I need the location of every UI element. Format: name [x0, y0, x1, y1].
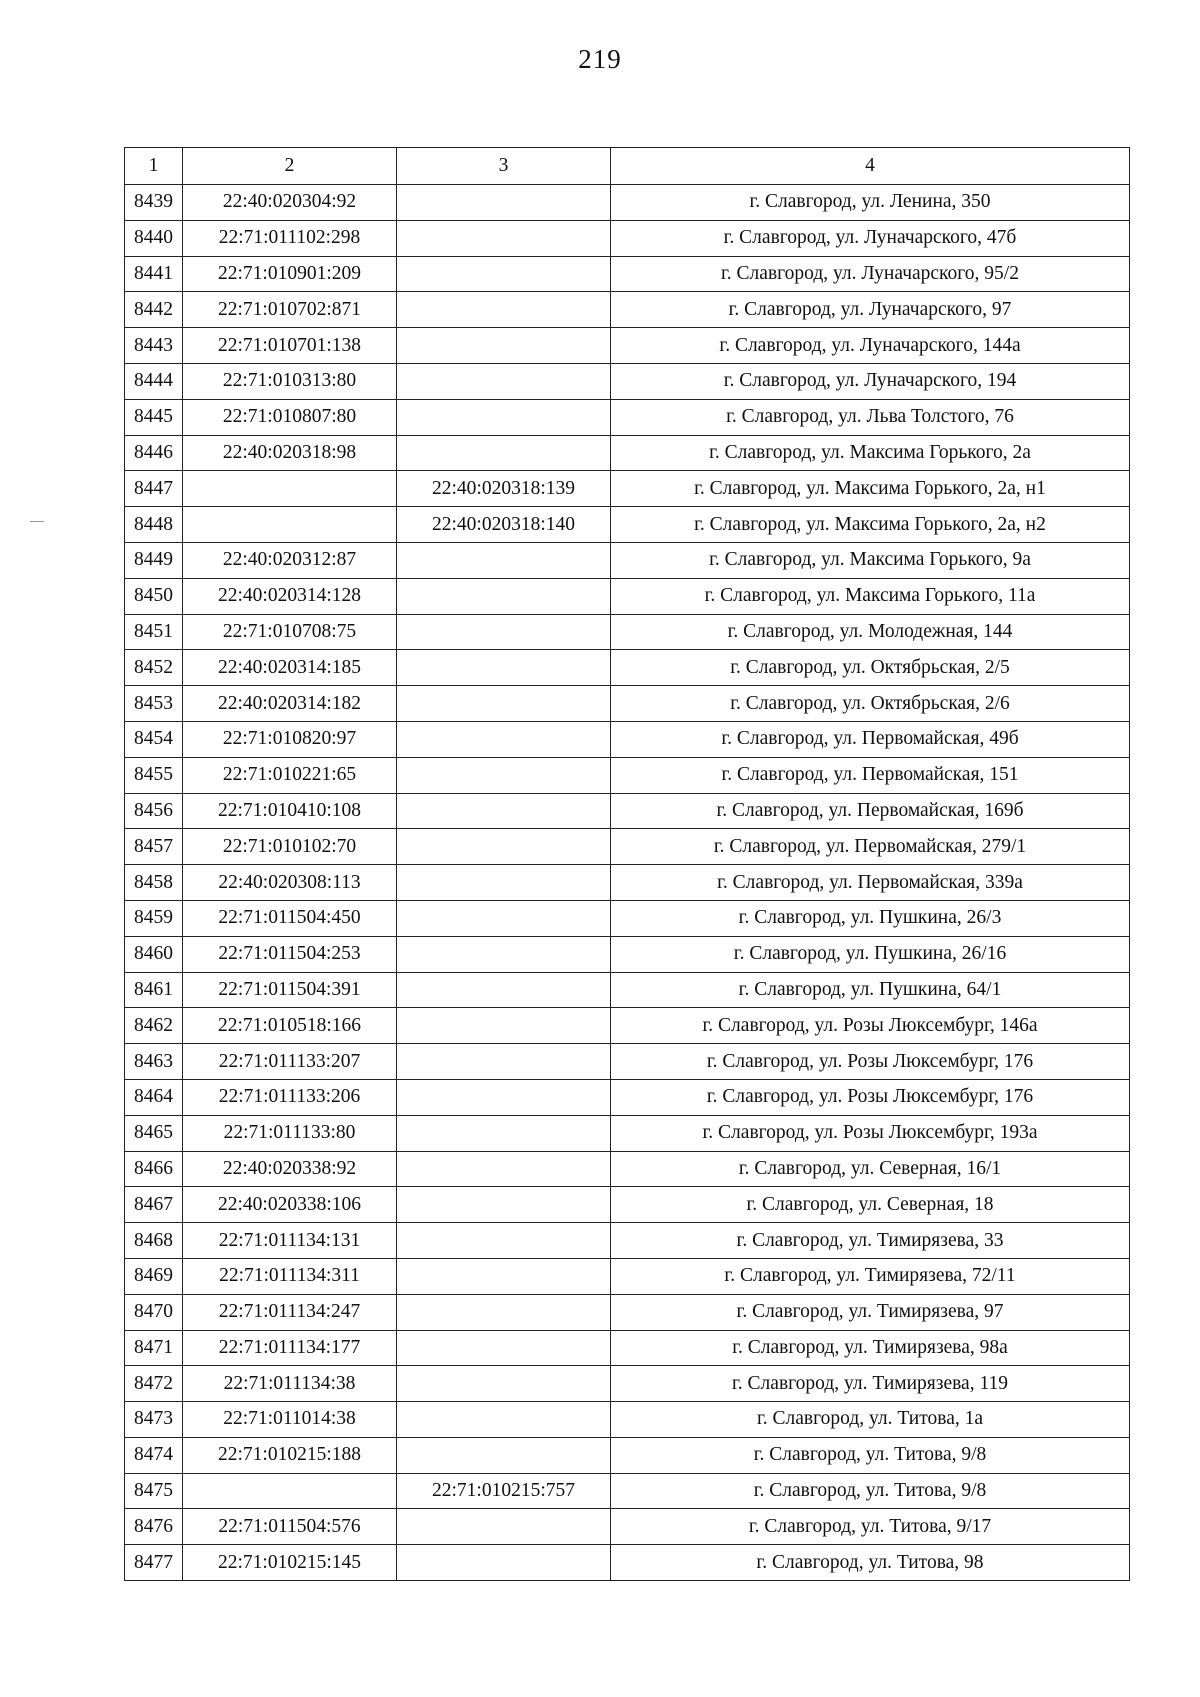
secondary-cadastral-cell [397, 650, 611, 686]
secondary-cadastral-cell [397, 1294, 611, 1330]
secondary-cadastral-cell [397, 900, 611, 936]
registry-table [124, 147, 1130, 1581]
secondary-cadastral-cell [397, 256, 611, 292]
table-row [125, 1437, 1130, 1473]
address-cell: г. Славгород, ул. Розы Люксембург, 176 [611, 1079, 1130, 1115]
table-row [125, 650, 1130, 686]
table-row [125, 757, 1130, 793]
secondary-cadastral-cell [397, 1509, 611, 1545]
row-number-cell: 8460 [125, 936, 183, 972]
cadastral-number-cell: 22:71:010708:75 [183, 614, 397, 650]
row-number-cell: 8456 [125, 793, 183, 829]
table-row [125, 399, 1130, 435]
table-row [125, 578, 1130, 614]
table-row [125, 686, 1130, 722]
secondary-cadastral-cell [397, 578, 611, 614]
cadastral-number-cell: 22:71:010313:80 [183, 363, 397, 399]
table-row [125, 936, 1130, 972]
row-number-cell: 8463 [125, 1044, 183, 1080]
row-number-cell: 8448 [125, 507, 183, 543]
address-cell: г. Славгород, ул. Титова, 98 [611, 1545, 1130, 1581]
cadastral-number-cell: 22:71:011014:38 [183, 1402, 397, 1438]
secondary-cadastral-cell [397, 793, 611, 829]
cadastral-number-cell: 22:71:010820:97 [183, 721, 397, 757]
address-cell: г. Славгород, ул. Максима Горького, 9а [611, 542, 1130, 578]
address-cell: г. Славгород, ул. Луначарского, 95/2 [611, 256, 1130, 292]
table-row [125, 1509, 1130, 1545]
secondary-cadastral-cell [397, 721, 611, 757]
address-cell: г. Славгород, ул. Максима Горького, 11а [611, 578, 1130, 614]
row-number-cell: 8459 [125, 900, 183, 936]
address-cell: г. Славгород, ул. Титова, 9/17 [611, 1509, 1130, 1545]
secondary-cadastral-cell [397, 1366, 611, 1402]
address-cell: г. Славгород, ул. Розы Люксембург, 146а [611, 1008, 1130, 1044]
row-number-cell: 8461 [125, 972, 183, 1008]
secondary-cadastral-cell [397, 1079, 611, 1115]
secondary-cadastral-cell [397, 328, 611, 364]
secondary-cadastral-cell [397, 542, 611, 578]
cadastral-number-cell: 22:40:020338:106 [183, 1187, 397, 1223]
row-number-cell: 8462 [125, 1008, 183, 1044]
table-row [125, 900, 1130, 936]
table-row [125, 363, 1130, 399]
cadastral-number-cell: 22:71:010215:188 [183, 1437, 397, 1473]
cadastral-number-cell: 22:40:020314:128 [183, 578, 397, 614]
row-number-cell: 8466 [125, 1151, 183, 1187]
row-number-cell: 8468 [125, 1223, 183, 1259]
cadastral-number-cell: 22:71:011133:206 [183, 1079, 397, 1115]
row-number-cell: 8472 [125, 1366, 183, 1402]
table-row [125, 1151, 1130, 1187]
row-number-cell: 8464 [125, 1079, 183, 1115]
table-body [125, 185, 1130, 1581]
cadastral-number-cell: 22:71:011504:576 [183, 1509, 397, 1545]
cadastral-number-cell: 22:71:011134:311 [183, 1258, 397, 1294]
secondary-cadastral-cell: 22:71:010215:757 [397, 1473, 611, 1509]
row-number-cell: 8450 [125, 578, 183, 614]
cadastral-number-cell: 22:71:011504:391 [183, 972, 397, 1008]
table-row [125, 1044, 1130, 1080]
cadastral-number-cell: 22:40:020304:92 [183, 185, 397, 221]
header-col-4: 4 [611, 148, 1130, 185]
address-cell: г. Славгород, ул. Тимирязева, 72/11 [611, 1258, 1130, 1294]
table-row [125, 1115, 1130, 1151]
address-cell: г. Славгород, ул. Луначарского, 97 [611, 292, 1130, 328]
cadastral-number-cell: 22:71:011504:253 [183, 936, 397, 972]
address-cell: г. Славгород, ул. Максима Горького, 2а, н1 [611, 471, 1130, 507]
row-number-cell: 8442 [125, 292, 183, 328]
table-header [125, 148, 1130, 185]
secondary-cadastral-cell [397, 1545, 611, 1581]
table-row [125, 1366, 1130, 1402]
row-number-cell: 8447 [125, 471, 183, 507]
secondary-cadastral-cell [397, 185, 611, 221]
cadastral-number-cell: 22:71:011134:38 [183, 1366, 397, 1402]
table-row [125, 972, 1130, 1008]
address-cell: г. Славгород, ул. Пушкина, 64/1 [611, 972, 1130, 1008]
cadastral-number-cell: 22:71:011134:247 [183, 1294, 397, 1330]
address-cell: г. Славгород, ул. Октябрьская, 2/6 [611, 686, 1130, 722]
address-cell: г. Славгород, ул. Молодежная, 144 [611, 614, 1130, 650]
address-cell: г. Славгород, ул. Луначарского, 194 [611, 363, 1130, 399]
cadastral-number-cell: 22:71:010701:138 [183, 328, 397, 364]
cadastral-number-cell: 22:40:020308:113 [183, 865, 397, 901]
address-cell: г. Славгород, ул. Первомайская, 151 [611, 757, 1130, 793]
cadastral-number-cell [183, 507, 397, 543]
secondary-cadastral-cell [397, 1151, 611, 1187]
row-number-cell: 8445 [125, 399, 183, 435]
cadastral-number-cell: 22:71:010102:70 [183, 829, 397, 865]
secondary-cadastral-cell [397, 363, 611, 399]
cadastral-number-cell: 22:40:020314:182 [183, 686, 397, 722]
table-row [125, 1079, 1130, 1115]
table-row [125, 1473, 1130, 1509]
secondary-cadastral-cell [397, 1258, 611, 1294]
table-row [125, 1008, 1130, 1044]
row-number-cell: 8452 [125, 650, 183, 686]
cadastral-number-cell: 22:40:020318:98 [183, 435, 397, 471]
cadastral-number-cell: 22:71:011133:80 [183, 1115, 397, 1151]
address-cell: г. Славгород, ул. Титова, 9/8 [611, 1473, 1130, 1509]
cadastral-number-cell: 22:71:011133:207 [183, 1044, 397, 1080]
header-col-1: 1 [125, 148, 183, 185]
header-col-2: 2 [183, 148, 397, 185]
table-row [125, 220, 1130, 256]
cadastral-number-cell [183, 1473, 397, 1509]
address-cell: г. Славгород, ул. Тимирязева, 33 [611, 1223, 1130, 1259]
secondary-cadastral-cell [397, 1402, 611, 1438]
table-row [125, 435, 1130, 471]
secondary-cadastral-cell [397, 614, 611, 650]
row-number-cell: 8443 [125, 328, 183, 364]
cadastral-number-cell [183, 471, 397, 507]
table-row [125, 1402, 1130, 1438]
row-number-cell: 8476 [125, 1509, 183, 1545]
address-cell: г. Славгород, ул. Тимирязева, 98а [611, 1330, 1130, 1366]
address-cell: г. Славгород, ул. Первомайская, 279/1 [611, 829, 1130, 865]
secondary-cadastral-cell [397, 292, 611, 328]
cadastral-number-cell: 22:71:011504:450 [183, 900, 397, 936]
row-number-cell: 8439 [125, 185, 183, 221]
address-cell: г. Славгород, ул. Розы Люксембург, 193а [611, 1115, 1130, 1151]
secondary-cadastral-cell [397, 1437, 611, 1473]
table-row [125, 1187, 1130, 1223]
address-cell: г. Славгород, ул. Первомайская, 49б [611, 721, 1130, 757]
row-number-cell: 8454 [125, 721, 183, 757]
secondary-cadastral-cell: 22:40:020318:140 [397, 507, 611, 543]
address-cell: г. Славгород, ул. Максима Горького, 2а, н2 [611, 507, 1130, 543]
table-row [125, 721, 1130, 757]
table-row [125, 793, 1130, 829]
table-row [125, 292, 1130, 328]
row-number-cell: 8458 [125, 865, 183, 901]
row-number-cell: 8465 [125, 1115, 183, 1151]
secondary-cadastral-cell [397, 435, 611, 471]
cadastral-number-cell: 22:71:011102:298 [183, 220, 397, 256]
table-row [125, 1294, 1130, 1330]
page-number: 219 [578, 44, 622, 74]
table-row [125, 1545, 1130, 1581]
secondary-cadastral-cell [397, 1187, 611, 1223]
table-row [125, 471, 1130, 507]
secondary-cadastral-cell [397, 399, 611, 435]
cadastral-number-cell: 22:40:020312:87 [183, 542, 397, 578]
cadastral-number-cell: 22:71:010518:166 [183, 1008, 397, 1044]
address-cell: г. Славгород, ул. Северная, 16/1 [611, 1151, 1130, 1187]
secondary-cadastral-cell [397, 686, 611, 722]
table-row [125, 829, 1130, 865]
row-number-cell: 8455 [125, 757, 183, 793]
row-number-cell: 8446 [125, 435, 183, 471]
row-number-cell: 8469 [125, 1258, 183, 1294]
table-row [125, 185, 1130, 221]
secondary-cadastral-cell [397, 1115, 611, 1151]
cadastral-number-cell: 22:40:020338:92 [183, 1151, 397, 1187]
address-cell: г. Славгород, ул. Розы Люксембург, 176 [611, 1044, 1130, 1080]
table-row [125, 507, 1130, 543]
address-cell: г. Славгород, ул. Льва Толстого, 76 [611, 399, 1130, 435]
secondary-cadastral-cell [397, 1008, 611, 1044]
address-cell: г. Славгород, ул. Ленина, 350 [611, 185, 1130, 221]
address-cell: г. Славгород, ул. Первомайская, 339а [611, 865, 1130, 901]
secondary-cadastral-cell [397, 936, 611, 972]
header-col-3: 3 [397, 148, 611, 185]
table-row [125, 1223, 1130, 1259]
secondary-cadastral-cell: 22:40:020318:139 [397, 471, 611, 507]
address-cell: г. Славгород, ул. Первомайская, 169б [611, 793, 1130, 829]
cadastral-number-cell: 22:71:010901:209 [183, 256, 397, 292]
row-number-cell: 8457 [125, 829, 183, 865]
row-number-cell: 8441 [125, 256, 183, 292]
header-row [125, 148, 1130, 185]
secondary-cadastral-cell [397, 1223, 611, 1259]
secondary-cadastral-cell [397, 757, 611, 793]
secondary-cadastral-cell [397, 1044, 611, 1080]
cadastral-number-cell: 22:71:011134:131 [183, 1223, 397, 1259]
row-number-cell: 8451 [125, 614, 183, 650]
table-row [125, 256, 1130, 292]
address-cell: г. Славгород, ул. Максима Горького, 2а [611, 435, 1130, 471]
table-row [125, 865, 1130, 901]
address-cell: г. Славгород, ул. Луначарского, 144а [611, 328, 1130, 364]
table-row [125, 1330, 1130, 1366]
row-number-cell: 8470 [125, 1294, 183, 1330]
row-number-cell: 8467 [125, 1187, 183, 1223]
cadastral-number-cell: 22:71:010410:108 [183, 793, 397, 829]
row-number-cell: 8444 [125, 363, 183, 399]
address-cell: г. Славгород, ул. Тимирязева, 97 [611, 1294, 1130, 1330]
table-row [125, 1258, 1130, 1294]
address-cell: г. Славгород, ул. Титова, 1а [611, 1402, 1130, 1438]
cadastral-number-cell: 22:71:010702:871 [183, 292, 397, 328]
row-number-cell: 8473 [125, 1402, 183, 1438]
secondary-cadastral-cell [397, 1330, 611, 1366]
table-row [125, 328, 1130, 364]
scan-edge-mark [30, 521, 44, 522]
cadastral-number-cell: 22:71:010807:80 [183, 399, 397, 435]
address-cell: г. Славгород, ул. Северная, 18 [611, 1187, 1130, 1223]
table-row [125, 542, 1130, 578]
address-cell: г. Славгород, ул. Пушкина, 26/16 [611, 936, 1130, 972]
row-number-cell: 8475 [125, 1473, 183, 1509]
table-row [125, 614, 1130, 650]
cadastral-number-cell: 22:71:011134:177 [183, 1330, 397, 1366]
row-number-cell: 8453 [125, 686, 183, 722]
secondary-cadastral-cell [397, 220, 611, 256]
secondary-cadastral-cell [397, 972, 611, 1008]
cadastral-number-cell: 22:40:020314:185 [183, 650, 397, 686]
secondary-cadastral-cell [397, 865, 611, 901]
row-number-cell: 8474 [125, 1437, 183, 1473]
address-cell: г. Славгород, ул. Титова, 9/8 [611, 1437, 1130, 1473]
address-cell: г. Славгород, ул. Октябрьская, 2/5 [611, 650, 1130, 686]
address-cell: г. Славгород, ул. Пушкина, 26/3 [611, 900, 1130, 936]
secondary-cadastral-cell [397, 829, 611, 865]
row-number-cell: 8477 [125, 1545, 183, 1581]
cadastral-number-cell: 22:71:010215:145 [183, 1545, 397, 1581]
cadastral-number-cell: 22:71:010221:65 [183, 757, 397, 793]
row-number-cell: 8440 [125, 220, 183, 256]
row-number-cell: 8449 [125, 542, 183, 578]
address-cell: г. Славгород, ул. Тимирязева, 119 [611, 1366, 1130, 1402]
address-cell: г. Славгород, ул. Луначарского, 47б [611, 220, 1130, 256]
row-number-cell: 8471 [125, 1330, 183, 1366]
